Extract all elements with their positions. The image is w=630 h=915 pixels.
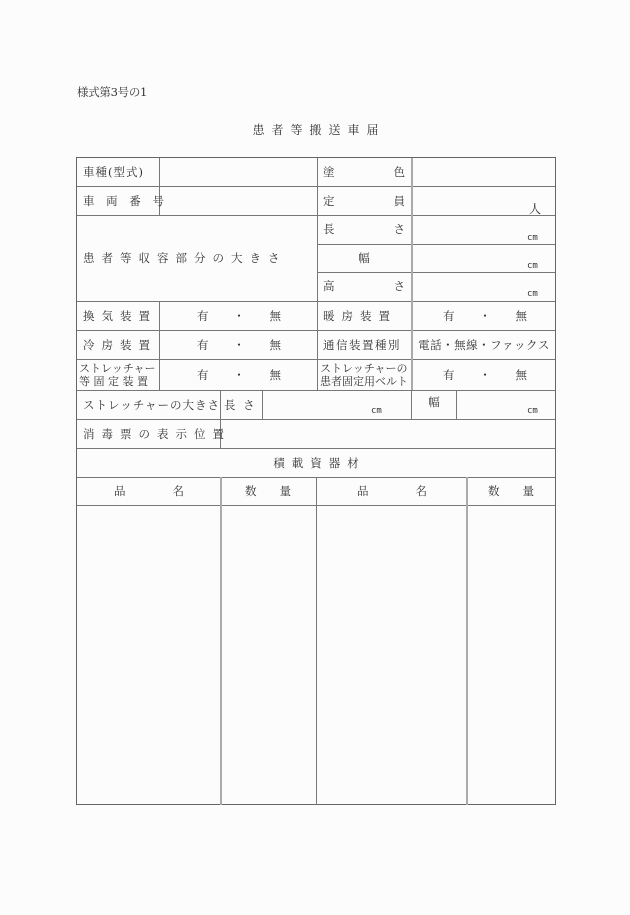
cooling-choice[interactable] — [197, 330, 281, 359]
col-header-part: 数 — [488, 484, 500, 498]
capacity-label-left: 定 — [323, 193, 335, 208]
col-header-part: 量 — [279, 484, 291, 498]
equipment-col-name-2 — [357, 477, 427, 505]
compartment-width-label: 幅 — [358, 251, 370, 265]
separator-dot: ・ — [233, 308, 245, 323]
equipment-name-area-2[interactable] — [317, 506, 466, 805]
paint-color-field[interactable] — [413, 158, 555, 186]
patient-belt-choice[interactable] — [443, 359, 527, 390]
col-header-part: 数 — [245, 484, 257, 498]
equipment-name-area-1[interactable] — [77, 506, 220, 805]
stretcher-length-field[interactable] — [263, 390, 411, 419]
separator-dot: ・ — [479, 308, 491, 323]
patient-belt-yes-option[interactable]: 有 — [443, 367, 455, 382]
length-label-right: さ — [393, 222, 405, 236]
stretcher-fixing-label-line2: 等 固 定 装 置 — [79, 374, 148, 388]
vehicle-type-field[interactable] — [160, 158, 317, 186]
col-divider — [317, 158, 318, 390]
equipment-col-qty-1 — [245, 477, 291, 505]
equipment-qty-area-2[interactable] — [468, 506, 555, 805]
stretcher-width-label: 幅 — [428, 395, 440, 409]
capacity-label — [323, 186, 405, 215]
length-label-left: 長 — [323, 222, 335, 236]
patient-belt-label-line2: 患者固定用ベルト — [320, 374, 408, 388]
disinfection-display-field[interactable] — [221, 419, 555, 448]
height-label-right: さ — [393, 279, 405, 293]
stretcher-fixing-no-option[interactable]: 無 — [269, 367, 281, 382]
disinfection-display-label: 消毒票の表示位置 — [83, 426, 231, 441]
cooling-no-option[interactable]: 無 — [269, 337, 281, 352]
compartment-size-label: 患者等収容部分の大きさ — [83, 251, 287, 265]
equipment-section-title: 積載資器材 — [273, 455, 366, 470]
capacity-unit: 人 — [529, 202, 542, 216]
col-divider — [159, 301, 160, 390]
stretcher-fixing-label — [79, 359, 159, 390]
heating-yes-option[interactable]: 有 — [443, 308, 455, 323]
vehicle-type-label: 車種(型式) — [83, 165, 144, 179]
compartment-length-label — [323, 215, 405, 244]
patient-belt-label — [320, 359, 411, 390]
height-unit: cm — [527, 289, 538, 299]
col-header-part: 品 — [357, 484, 369, 498]
separator-dot: ・ — [233, 367, 245, 382]
patient-belt-no-option[interactable]: 無 — [515, 367, 527, 382]
form-number: 様式第3号の1 — [77, 85, 148, 99]
ventilation-yes-option[interactable]: 有 — [197, 308, 209, 323]
separator-dot: ・ — [479, 367, 491, 382]
cooling-yes-option[interactable]: 有 — [197, 337, 209, 352]
capacity-label-right: 員 — [393, 193, 405, 208]
heating-label: 暖房装置 — [323, 308, 397, 323]
heating-choice[interactable] — [443, 301, 527, 330]
col-header-part: 品 — [114, 484, 126, 498]
paint-color-label-right: 色 — [393, 165, 405, 179]
patient-belt-label-line1: ストレッチャーの — [320, 361, 408, 375]
stretcher-width-unit: cm — [527, 406, 538, 416]
stretcher-length-label: 長 さ — [224, 397, 257, 412]
vehicle-number-field[interactable] — [160, 186, 317, 215]
paint-color-label — [323, 158, 405, 186]
stretcher-fixing-choice[interactable] — [197, 359, 281, 390]
vehicle-number-label: 車 両 番 号 — [83, 193, 168, 208]
stretcher-width-field[interactable] — [457, 390, 555, 419]
equipment-col-name-1 — [114, 477, 184, 505]
col-header-part: 名 — [415, 484, 427, 498]
stretcher-fixing-label-line1: ストレッチャー — [79, 361, 156, 375]
stretcher-length-unit: cm — [371, 406, 382, 416]
compartment-height-label — [323, 272, 405, 301]
separator-dot: ・ — [233, 337, 245, 352]
equipment-qty-area-1[interactable] — [222, 506, 316, 805]
ventilation-label: 換気装置 — [83, 308, 157, 323]
ventilation-choice[interactable] — [197, 301, 281, 330]
heating-no-option[interactable]: 無 — [515, 308, 527, 323]
communication-options[interactable]: 電話・無線・ファックス — [418, 337, 550, 352]
paint-color-label-left: 塗 — [323, 165, 335, 179]
equipment-col-qty-2 — [488, 477, 534, 505]
ventilation-no-option[interactable]: 無 — [269, 308, 281, 323]
col-header-part: 名 — [172, 484, 184, 498]
cooling-label: 冷房装置 — [83, 337, 157, 352]
stretcher-size-label: ストレッチャーの大きさ — [83, 397, 221, 412]
height-label-left: 高 — [323, 279, 335, 293]
width-unit: cm — [527, 261, 538, 271]
col-header-part: 量 — [522, 484, 534, 498]
communication-label: 通信装置種別 — [323, 337, 401, 352]
stretcher-fixing-yes-option[interactable]: 有 — [197, 367, 209, 382]
form-title: 患者等搬送車届 — [252, 123, 386, 137]
registration-form-table — [76, 157, 556, 805]
length-unit: cm — [527, 233, 538, 243]
